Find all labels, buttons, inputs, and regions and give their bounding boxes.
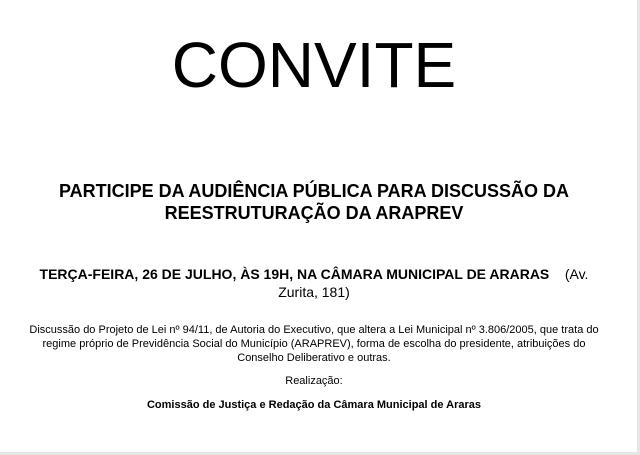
organizer: Comissão de Justiça e Redação da Câmara Municipal de Araras <box>146 399 481 411</box>
realization-label: Realização: <box>285 375 343 387</box>
description: Discussão do Projeto de Lei nº 94/11, de Autoria do Executivo, que altera a Lei Municipal nº 3.806/2005, que trata do regime próprio de Previdência Social do Município (ARAPREV), forma de escolha do presidente, atribuições do Conselho Deliberativo e outras. <box>29 324 599 364</box>
headline: PARTICIPE DA AUDIÊNCIA PÚBLICA PARA DISCUSSÃO DA REESTRUTURAÇÃO DA ARAPREV <box>58 181 570 223</box>
event-date-place: TERÇA-FEIRA, 26 DE JULHO, ÀS 19H, NA CÂMARA MUNICIPAL DE ARARAS <box>39 266 550 282</box>
invitation-title: CONVITE <box>171 29 457 101</box>
event-details <box>30 265 598 301</box>
event-address: (Av. Zurita, 181) <box>278 266 589 300</box>
